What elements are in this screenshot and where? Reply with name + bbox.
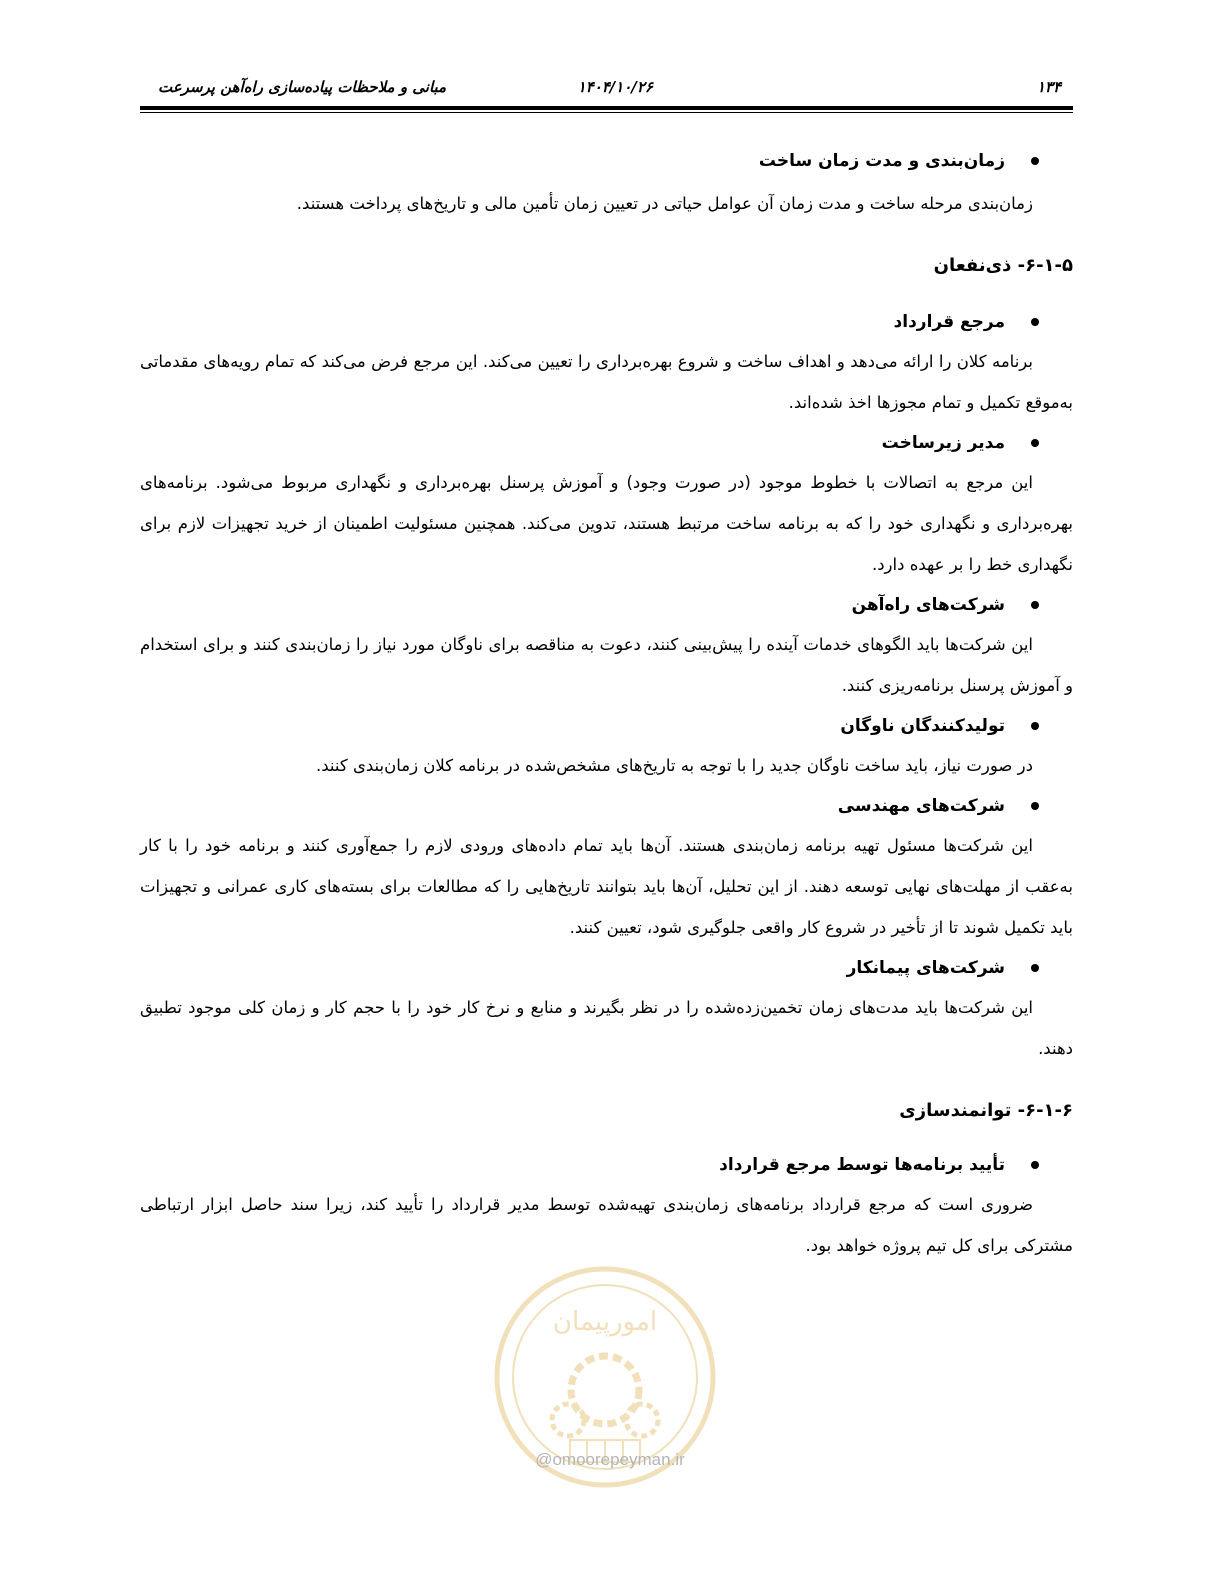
paragraph-scheduling: زمان‌بندی مرحله ساخت و مدت زمان آن عوامل حیاتی در تعیین زمان تأمین مالی و تاریخ‌های پرداخت هستند. [296,194,1033,213]
paragraph-contractor-companies: این شرکت‌ها باید مدت‌های زمان تخمین‌زده‌شده را در نظر بگیرند و منابع و نرخ کار خود را با حجم کار و زمان کلی موجود تطبیق دهند. [140,998,1073,1058]
bullet-dot-icon [1031,722,1039,730]
paragraph-railway-companies: این شرکت‌ها باید الگوهای خدمات آینده را پیش‌بینی کنند، دعوت به مناقصه برای ناوگان مورد نیاز را زمان‌بندی کنند و برای استخدام و آموزش پرسنل برنامه‌ریزی کنند. [140,635,1073,695]
bullet-dot-icon [1031,1161,1039,1169]
bullet-program-approval: تأیید برنامه‌ها توسط مرجع قرارداد [140,1153,1073,1177]
page-header [140,74,1073,104]
bullet-dot-icon [1031,802,1039,810]
watermark-logo-text: امورپیمان [552,1307,658,1337]
section-heading-stakeholders: ۶-۱-۵- ذی‌نفعان [933,255,1073,276]
bullet-contract-authority: مرجع قرارداد [140,310,1073,334]
paragraph-program-approval: ضروری است که مرجع قرارداد برنامه‌های زمان‌بندی تهیه‌شده توسط مدیر قرارداد را تأیید کند، زیرا سند حاصل ابزار ارتباطی مشترکی برای کل تیم پروژه خواهد بود. [140,1195,1073,1255]
bullet-dot-icon [1031,601,1039,609]
bullet-engineering-companies: شرکت‌های مهندسی [140,794,1073,818]
watermark-site: @omoorepeyman.ir [535,1450,685,1469]
header-rule-thin [140,112,1073,113]
page-body [140,138,1073,1266]
bullet-infrastructure-manager: مدیر زیرساخت [140,431,1073,455]
paragraph-engineering-companies: این شرکت‌ها مسئول تهیه برنامه زمان‌بندی هستند. آن‌ها باید تمام داده‌های ورودی لازم را جمع‌آوری کنند و برنامه خود را با کار به‌عقب از مهلت‌های نهایی توسعه دهند. از این تحلیل، آن‌ها باید بتوانند تاریخ‌هایی را که مطالعات برای بسته‌های کاری عمرانی و تجهیزات باید تکمیل شوند تا از تأخیر در شروع کار واقعی جلوگیری شود، تعیین کنند. [140,836,1073,937]
bullet-railway-companies: شرکت‌های راه‌آهن [140,593,1073,617]
header-title: مبانی و ملاحظات پیاده‌سازی راه‌آهن پرسرعت [158,78,447,96]
header-date: ۱۴۰۴/۱۰/۲۶ [577,78,653,96]
header-rule-thick [140,106,1073,110]
paragraph-rolling-stock-manufacturers: در صورت نیاز، باید ساخت ناوگان جدید را با توجه به تاریخ‌های مشخص‌شده در برنامه کلان زمان‌بندی کنند. [316,756,1033,775]
bullet-scheduling: زمان‌بندی و مدت زمان ساخت [140,149,1073,173]
bullet-dot-icon [1031,964,1039,972]
paragraph-infrastructure-manager: این مرجع به اتصالات با خطوط موجود (در صورت وجود) و آموزش پرسنل بهره‌برداری و نگهداری مربوط می‌شود. برنامه‌های بهره‌برداری و نگهداری خود را که به برنامه ساخت مرتبط هستند، تدوین می‌کند. همچنین مسئولیت اطمینان از خرید تجهیزات لازم برای نگهداری خط را بر عهده دارد. [140,473,1073,574]
section-heading-empowerment: ۶-۱-۶- توانمندسازی [899,1100,1073,1121]
bullet-dot-icon [1031,318,1039,326]
page-number: ۱۳۴ [1036,78,1061,96]
bullet-dot-icon [1031,439,1039,447]
bullet-contractor-companies: شرکت‌های پیمانکار [140,956,1073,980]
bullet-rolling-stock-manufacturers: تولیدکنندگان ناوگان [140,714,1073,738]
bullet-dot-icon [1031,157,1039,165]
paragraph-contract-authority: برنامه کلان را ارائه می‌دهد و اهداف ساخت و شروع بهره‌برداری را تعیین می‌کند. این مرجع فرض می‌کند که تمام رویه‌های مقدماتی به‌موقع تکمیل و تمام مجوزها اخذ شده‌اند. [140,352,1073,412]
